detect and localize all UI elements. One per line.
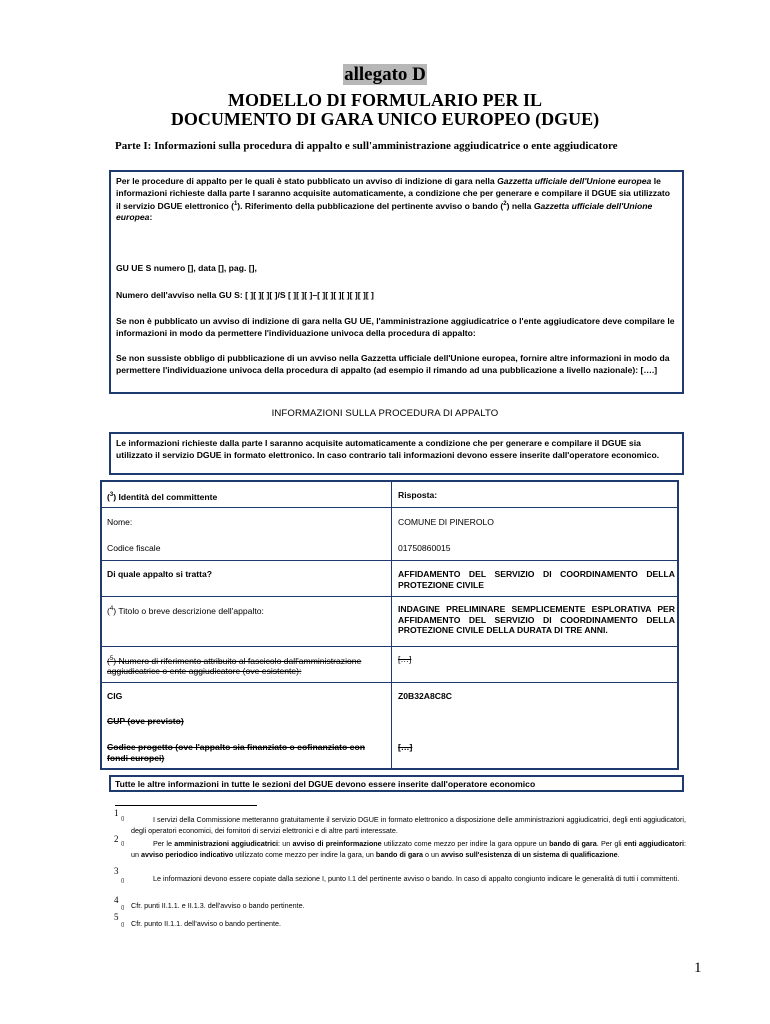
table-header-identity: ($^3$) Identità del committente: [107, 491, 218, 502]
document-title-line2: DOCUMENTO DI GARA UNICO EUROPEO (DGUE): [170, 109, 600, 129]
appalto-value: AFFIDAMENTO DEL SERVIZIO DI COORDINAMENTO DELLA PROTEZIONE CIVILE: [398, 569, 675, 590]
footnote-3-text: Le informazioni devono essere copiate dalla sezione I, punto I.1 del pertinente avviso o bando. In caso di appalto congiunto indicare le generalità di tutti i committenti.: [153, 874, 680, 883]
footnote-marker: (): [121, 922, 125, 928]
footnote-1-text: I servizi della Commissione metteranno gratuitamente il servizio DGUE in formato elettronico a disposizione delle amministrazioni aggiudicatrici, degli enti aggiudicatori, degli operatori economici, dei fornitori di servizi elettronici e di altre parti interessate.: [131, 815, 686, 835]
titolo-value: INDAGINE PRELIMINARE SEMPLICEMENTE ESPLORATIVA PER AFFIDAMENTO DEL SERVIZIO DI COORDINAMENTO DELLA PROTEZIONE CIVILE DELLA DURATA DI TRE ANNI.: [398, 604, 675, 635]
riferimento-label: ($^5$) Numero di riferimento attribuito al fascicolo dall'amministrazione aggiudicatrice o ente aggiudicatore (ove esistente):: [107, 655, 362, 677]
table-header-response: Risposta:: [398, 490, 438, 500]
cup-label: CUP (ove previsto): [107, 716, 184, 726]
footnote-separator: [115, 805, 257, 806]
page-number: 1: [694, 960, 702, 976]
footnote-5-text: Cfr. punto II.1.1. dell'avviso o bando pertinente.: [131, 919, 282, 928]
titolo-label: ($^4$) Titolo o breve descrizione dell'appalto:: [107, 605, 264, 616]
table-row-divider: [102, 596, 677, 597]
economic-operator-note: Tutte le altre informazioni in tutte le sezioni del DGUE devono essere inserite dall'operatore economico: [115, 779, 536, 789]
table-row-divider: [102, 682, 677, 683]
footnote-number: 1: [114, 808, 119, 818]
footnote-marker: (): [121, 816, 125, 822]
auto-acquired-info-text: Le informazioni richieste dalla parte I saranno acquisite automaticamente a condizione che per generare e compilare il DGUE sia utilizzato il servizio DGUE in formato elettronico. In caso contrario tali informazioni devono essere inserite dall'operatore economico.: [116, 438, 660, 460]
table-column-divider: [391, 482, 392, 768]
contracting-authority-table: [100, 480, 679, 770]
cig-value: Z0B32A8C8C: [398, 691, 452, 701]
publication-intro-paragraph: Per le procedure di appalto per le quali è stato pubblicato un avviso di indizione di gara nella Gazzetta ufficiale dell'Unione europea le informazioni richieste dalla parte I saranno acquisite automaticamente, a condizione che per generare e compilare il DGUE sia utilizzato il servizio DGUE elettronico ($^1$). Riferimento della pubblicazione del pertinente avviso o bando ($^2$) nella Gazzetta ufficiale dell'Unione europea:: [116, 176, 670, 223]
table-row-divider: [102, 560, 677, 561]
nome-value: COMUNE DI PINEROLO: [398, 517, 494, 527]
part1-heading: Parte I: Informazioni sulla procedura di appalto e sull'amministrazione aggiudicatrice o ente aggiudicatore: [115, 140, 618, 152]
footnote-number: 2: [114, 834, 119, 844]
publication-info-box: [109, 170, 684, 394]
footnote-marker: (): [121, 905, 125, 911]
allegato-heading-wrap: [0, 64, 770, 85]
table-row-divider: [102, 507, 677, 508]
auto-acquired-info-box: [109, 432, 684, 475]
no-obligation-paragraph: Se non sussiste obbligo di pubblicazione di un avviso nella Gazzetta ufficiale dell'Unione europea, fornire altre informazioni in modo da permettere l'individuazione univoca della procedura di appalto (ad esempio il rimando ad una pubblicazione a livello nazionale): [….]: [116, 353, 670, 375]
footnote-marker: (): [121, 878, 125, 884]
codice-progetto-label: Codice progetto (ove l'appalto sia finanziato o cofinanziato con fondi europei): [107, 742, 365, 763]
riferimento-value: […]: [398, 654, 412, 664]
codice-progetto-value: […]: [398, 742, 413, 752]
appalto-label: Di quale appalto si tratta?: [107, 569, 213, 579]
document-title-line1: MODELLO DI FORMULARIO PER IL: [227, 90, 542, 110]
footnote-marker: (): [121, 841, 125, 847]
allegato-label: allegato D: [344, 64, 426, 85]
notice-number-line: Numero dell'avviso nella GU S: [ ][ ][ ][ ]/S [ ][ ][ ]–[ ][ ][ ][ ][ ][ ][ ]: [116, 290, 374, 300]
codice-fiscale-value: 01750860015: [398, 543, 451, 553]
economic-operator-note-box: [109, 775, 684, 792]
table-row-divider: [102, 646, 677, 647]
footnote-number: 5: [114, 912, 119, 922]
gu-reference-line: GU UE S numero [], data [], pag. [],: [116, 263, 257, 273]
footnote-number: 4: [114, 895, 119, 905]
footnote-4-text: Cfr. punti II.1.1. e II.1.3. dell'avviso o bando pertinente.: [131, 901, 305, 910]
procedure-info-title: INFORMAZIONI SULLA PROCEDURA DI APPALTO: [271, 408, 499, 419]
footnote-number: 3: [114, 866, 119, 876]
nome-label: Nome:: [107, 517, 133, 527]
codice-fiscale-label: Codice fiscale: [107, 543, 161, 553]
cig-label: CIG: [107, 691, 123, 701]
footnote-2-text: Per le amministrazioni aggiudicatrici: un avviso di preinformazione utilizzato come mezzo per indire la gara oppure un bando di gara. Per gli enti aggiudicatori: un avviso periodico indicativo utilizzato come mezzo per indire la gara, un bando di gara o un avviso sull'esistenza di un sistema di qualificazione.: [131, 839, 686, 859]
no-gu-notice-paragraph: Se non è pubblicato un avviso di indizione di gara nella GU UE, l'amministrazione aggiudicatrice o l'ente aggiudicatore deve compilare le informazioni in modo da permettere l'individuazione univoca della procedura di appalto:: [116, 316, 675, 338]
